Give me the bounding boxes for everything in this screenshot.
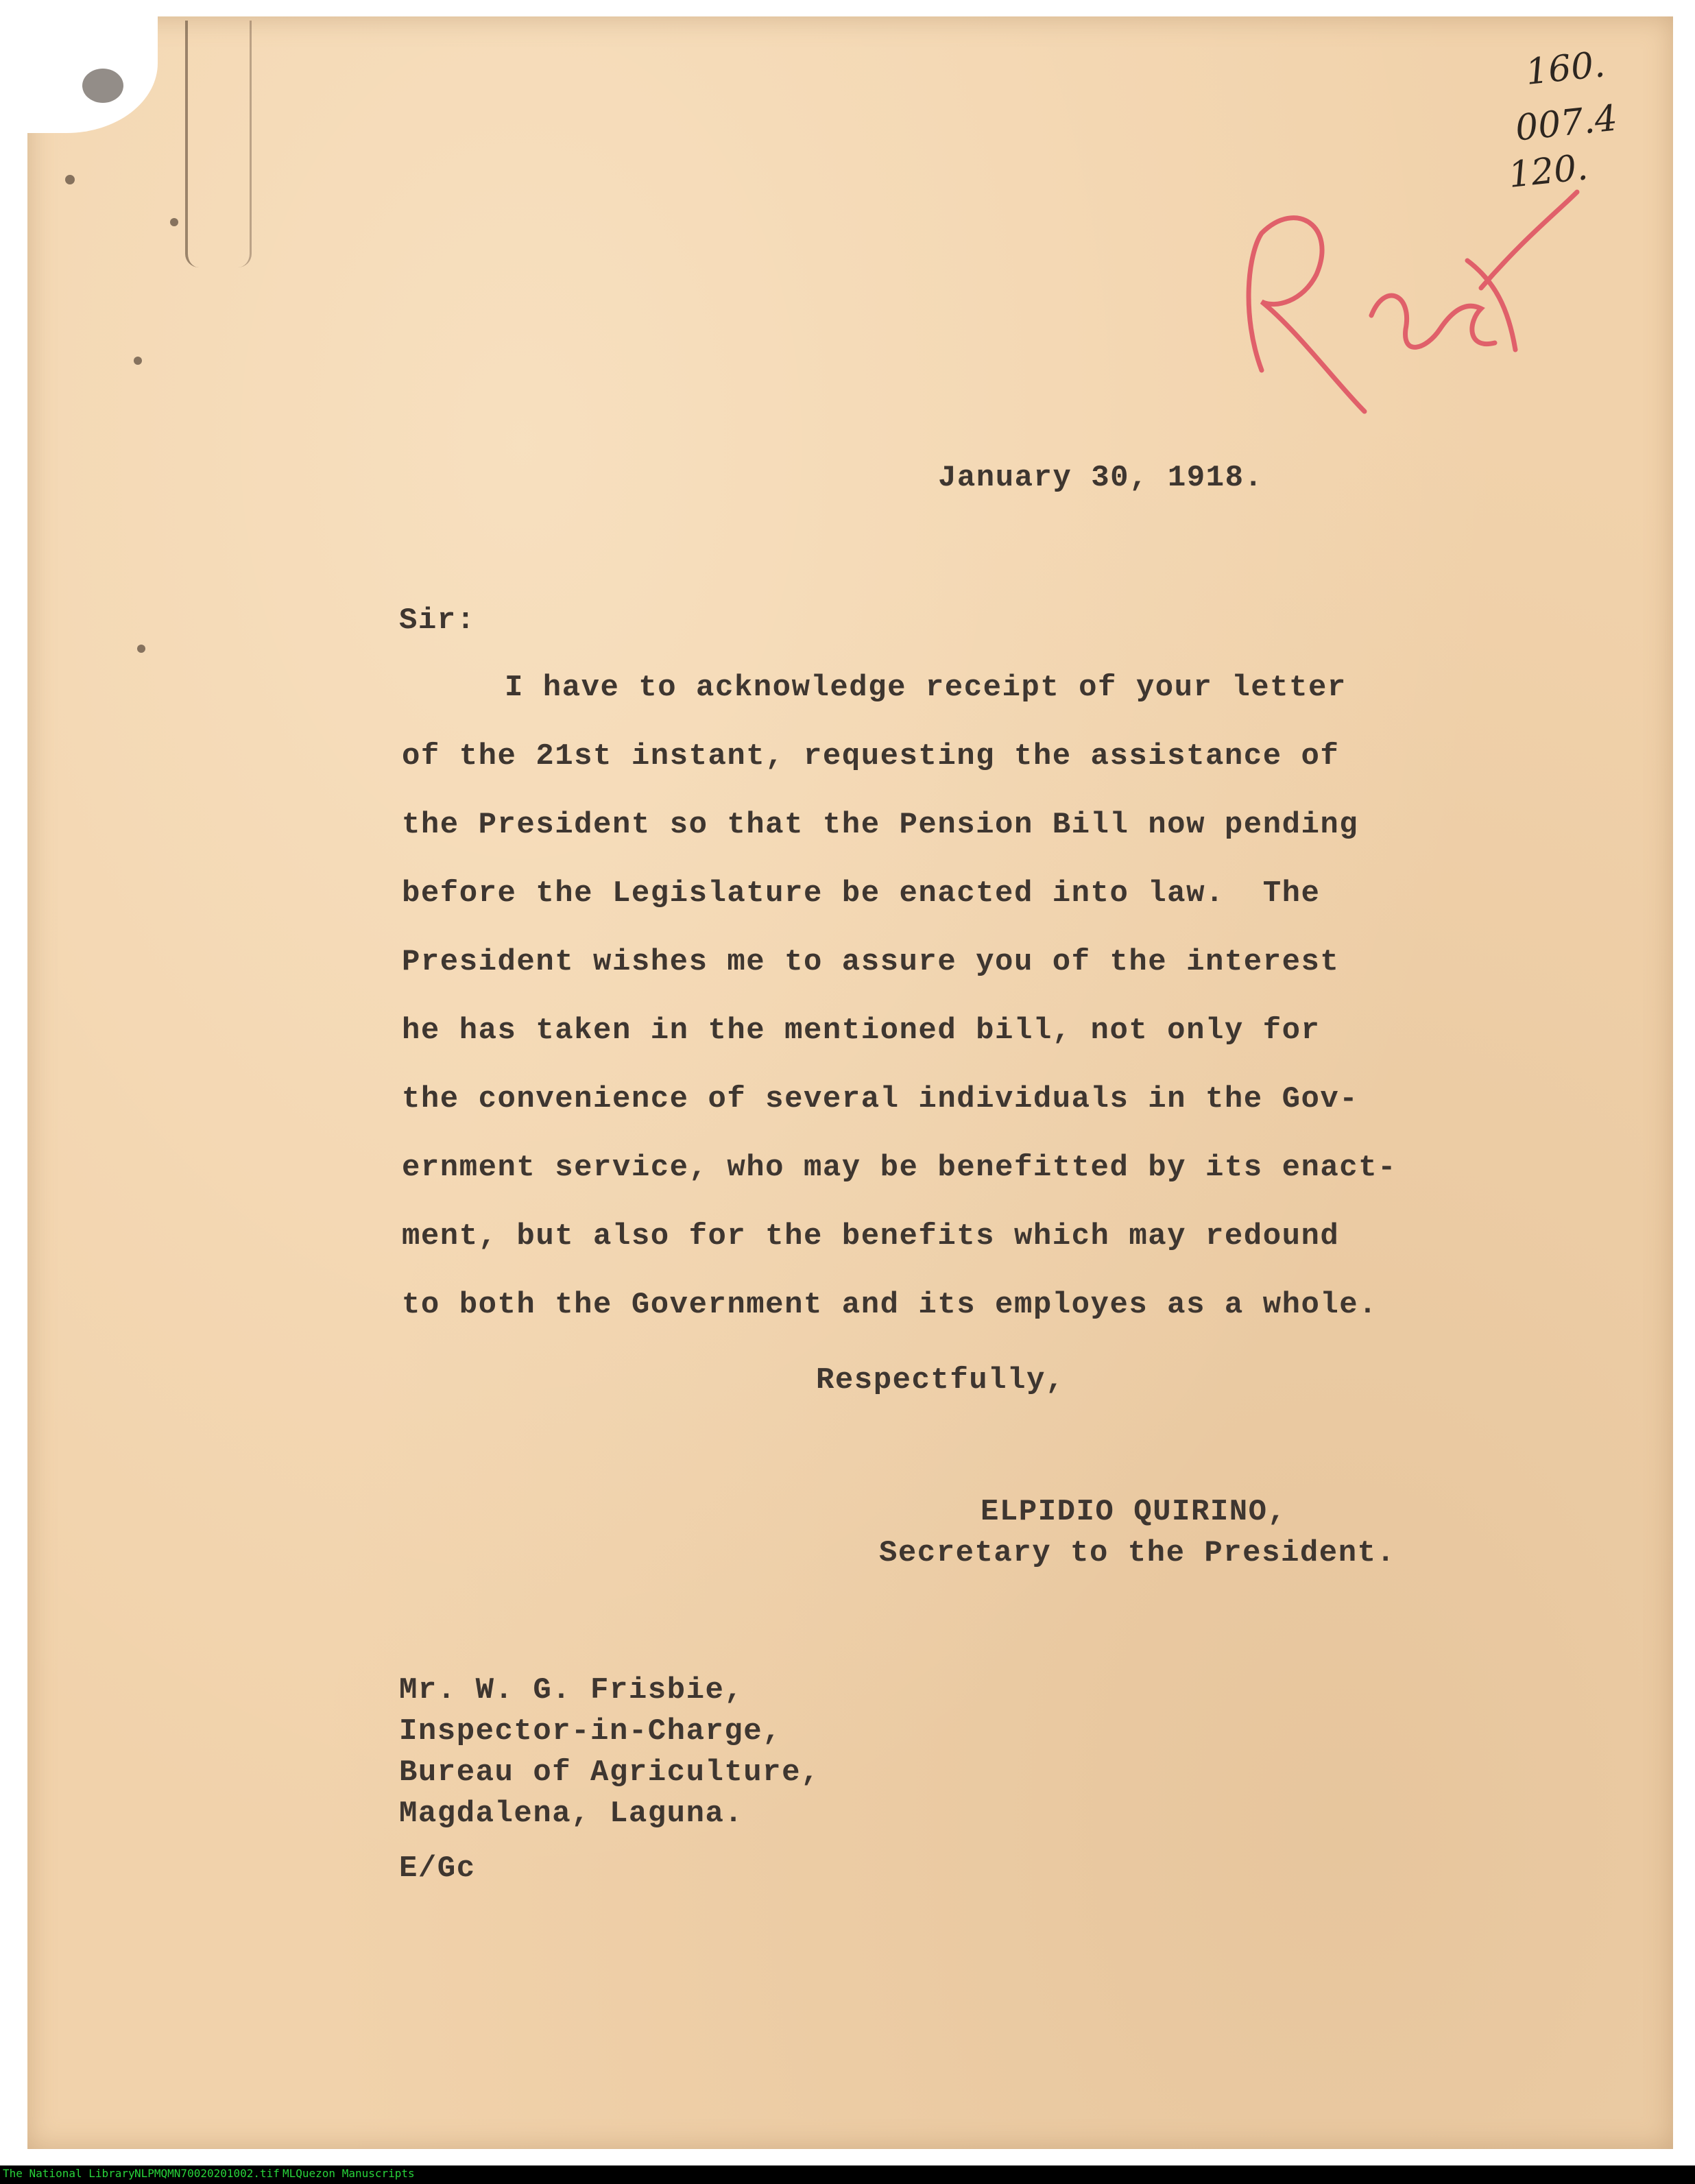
body-line: ernment service, who may be benefitted by its enact- bbox=[402, 1151, 1397, 1185]
body-line: ment, but also for the benefits which may redound bbox=[402, 1219, 1340, 1253]
body-line: to both the Government and its employes as a whole. bbox=[402, 1288, 1378, 1322]
body-line: he has taken in the mentioned bill, not only for bbox=[402, 1013, 1321, 1048]
ink-spot bbox=[134, 357, 142, 365]
body-line: before the Legislature be enacted into law. The bbox=[402, 876, 1321, 911]
salutation: Sir: bbox=[399, 603, 476, 638]
ink-spot bbox=[137, 645, 145, 653]
red-pencil-initials bbox=[1234, 171, 1591, 432]
body-line: of the 21st instant, requesting the assistance of bbox=[402, 739, 1340, 773]
body-line: the President so that the Pension Bill now pending bbox=[402, 808, 1359, 842]
closing: Respectfully, bbox=[816, 1363, 1065, 1397]
staple-mark bbox=[185, 21, 252, 267]
footer-library: The National Library bbox=[3, 2167, 135, 2180]
recipient-line: Bureau of Agriculture, bbox=[399, 1755, 820, 1790]
handwritten-number: 007.4 bbox=[1513, 97, 1620, 149]
footer-collection: MLQuezon Manuscripts bbox=[282, 2167, 415, 2180]
recipient-line: Magdalena, Laguna. bbox=[399, 1797, 744, 1831]
signer-title: Secretary to the President. bbox=[879, 1536, 1396, 1570]
recipient-line: Mr. W. G. Frisbie, bbox=[399, 1673, 744, 1707]
letter-date: January 30, 1918. bbox=[938, 461, 1264, 495]
handwritten-number: 120. bbox=[1506, 147, 1590, 196]
ink-spot bbox=[65, 175, 75, 184]
body-line: President wishes me to assure you of the interest bbox=[402, 945, 1340, 979]
ink-spot bbox=[170, 218, 178, 226]
footer-filename: NLPMQMN70020201002.tif bbox=[134, 2167, 280, 2180]
body-line: the convenience of several individuals in the Gov- bbox=[402, 1082, 1359, 1116]
body-line: I have to acknowledge receipt of your letter bbox=[505, 671, 1347, 705]
stain-spot bbox=[82, 69, 123, 103]
recipient-line: Inspector-in-Charge, bbox=[399, 1714, 782, 1749]
signer-name: ELPIDIO QUIRINO, bbox=[981, 1495, 1287, 1529]
handwritten-number: 160. bbox=[1524, 44, 1607, 93]
reference-initials: E/Gc bbox=[399, 1851, 476, 1886]
